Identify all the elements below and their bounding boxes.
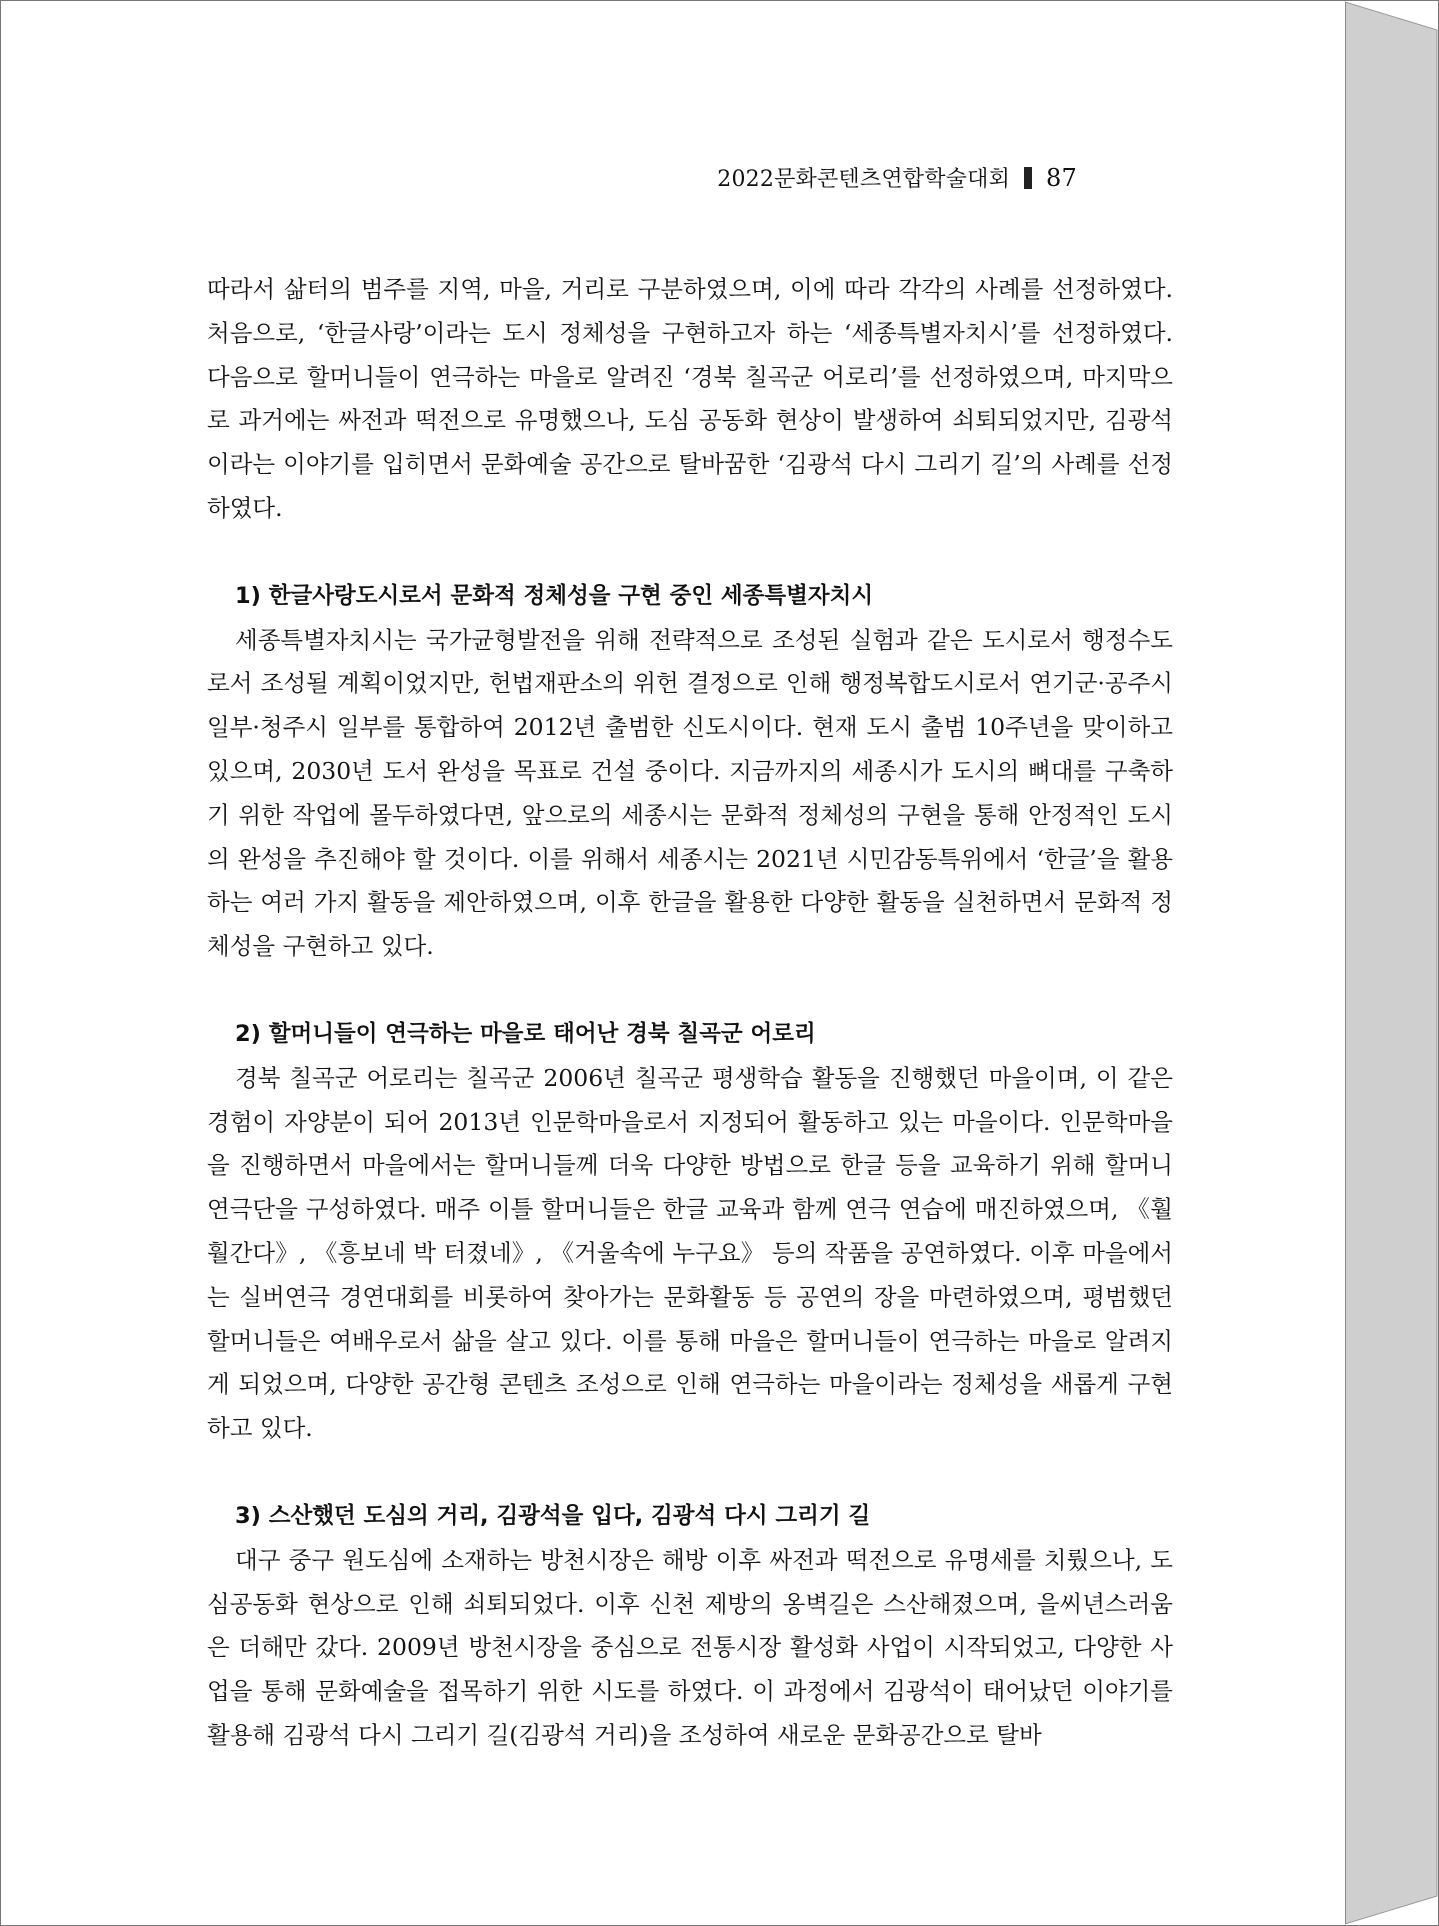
section-body-2: 경북 칠곡군 어로리는 칠곡군 2006년 칠곡군 평생학습 활동을 진행했던 마을이며, 이 같은 경험이 자양분이 되어 2013년 인문학마을로서 지정되어 활동하고 있는 마을이다. 인문학마을을 진행하면서 마을에서는 할머니들께 더욱 다양한 방법으로 한글 등을 교육하기 위해 할머니연극단을 구성하였다. 매주 이틀 할머니들은 한글 교육과 함께 연극 연습에 매진하였으며, 《훨훨간다》, 《흥보네 박 터졌네》, 《거울속에 누구요》 등의 작품을 공연하였다. 이후 마을에서는 실버연극 경연대회를 비롯하여 찾아가는 문화활동 등 공연의 장을 마련하였으며, 평범했던 할머니들은 여배우로서 삶을 살고 있다. 이를 통해 마을은 할머니들이 연극하는 마을로 알려지게 되었으며, 다양한 공간형 콘텐츠 조성으로 인해 연극하는 마을이라는 정체성을 새롭게 구현하고 있다. [207,1063,1173,1443]
running-header [717,162,1077,193]
section-heading-1: 1) 한글사랑도시로서 문화적 정체성을 구현 중인 세종특별자치시 [235,582,874,609]
running-header-title: 2022문화콘텐츠연합학술대회 [717,167,1011,192]
book-side-shadow [1345,2,1437,1924]
section-gap [207,531,1173,575]
document-page [2,2,1345,1924]
section-gap [207,1451,1173,1495]
section-body-1: 세종특별자치시는 국가균형발전을 위해 전략적으로 조성된 실험과 같은 도시로서 행정수도로서 조성될 계획이었지만, 헌법재판소의 위헌 결정으로 인해 행정복합도시로서 연기군·공주시 일부·청주시 일부를 통합하여 2012년 출범한 신도시이다. 현재 도시 출범 10주년을 맞이하고 있으며, 2030년 도서 완성을 목표로 건설 중이다. 지금까지의 세종시가 도시의 뼈대를 구축하기 위한 작업에 몰두하였다면, 앞으로의 세종시는 문화적 정체성의 구현을 통해 안정적인 도시의 완성을 추진해야 할 것이다. 이를 위해서 세종시는 2021년 시민감동특위에서 ‘한글’을 활용하는 여러 가지 활동을 제안하였으며, 이후 한글을 활용한 다양한 활동을 실천하면서 문화적 정체성을 구현하고 있다. [207,625,1173,961]
section-gap [207,969,1173,1013]
section-heading-2: 2) 할머니들이 연극하는 마을로 태어난 경북 칠곡군 어로리 [235,1020,816,1047]
intro-paragraph: 따라서 삶터의 범주를 지역, 마을, 거리로 구분하였으며, 이에 따라 각각의 사례를 선정하였다. 처음으로, ‘한글사랑’이라는 도시 정체성을 구현하고자 하는 ‘세종특별자치시’를 선정하였다. 다음으로 할머니들이 연극하는 마을로 알려진 ‘경북 칠곡군 어로리’를 선정하였으며, 마지막으로 과거에는 싸전과 떡전으로 유명했으나, 도심 공동화 현상이 발생하여 쇠퇴되었지만, 김광석이라는 이야기를 입히면서 문화예술 공간으로 탈바꿈한 ‘김광석 다시 그리기 길’의 사례를 선정하였다. [207,275,1173,522]
page-number: 87 [1046,163,1077,192]
header-separator-bar [1024,167,1032,189]
section-heading-3: 3) 스산했던 도심의 거리, 김광석을 입다, 김광석 다시 그리기 길 [235,1502,871,1529]
body-text [207,268,1173,1758]
section-body-3: 대구 중구 원도심에 소재하는 방천시장은 해방 이후 싸전과 떡전으로 유명세를 치뤘으나, 도심공동화 현상으로 인해 쇠퇴되었다. 이후 신천 제방의 옹벽길은 스산해졌으며, 을씨년스러움은 더해만 갔다. 2009년 방천시장을 중심으로 전통시장 활성화 사업이 시작되었고, 다양한 사업을 통해 문화예술을 접목하기 위한 시도를 하였다. 이 과정에서 김광석이 태어났던 이야기를 활용해 김광석 다시 그리기 길(김광석 거리)을 조성하여 새로운 문화공간으로 탈바 [207,1545,1173,1749]
